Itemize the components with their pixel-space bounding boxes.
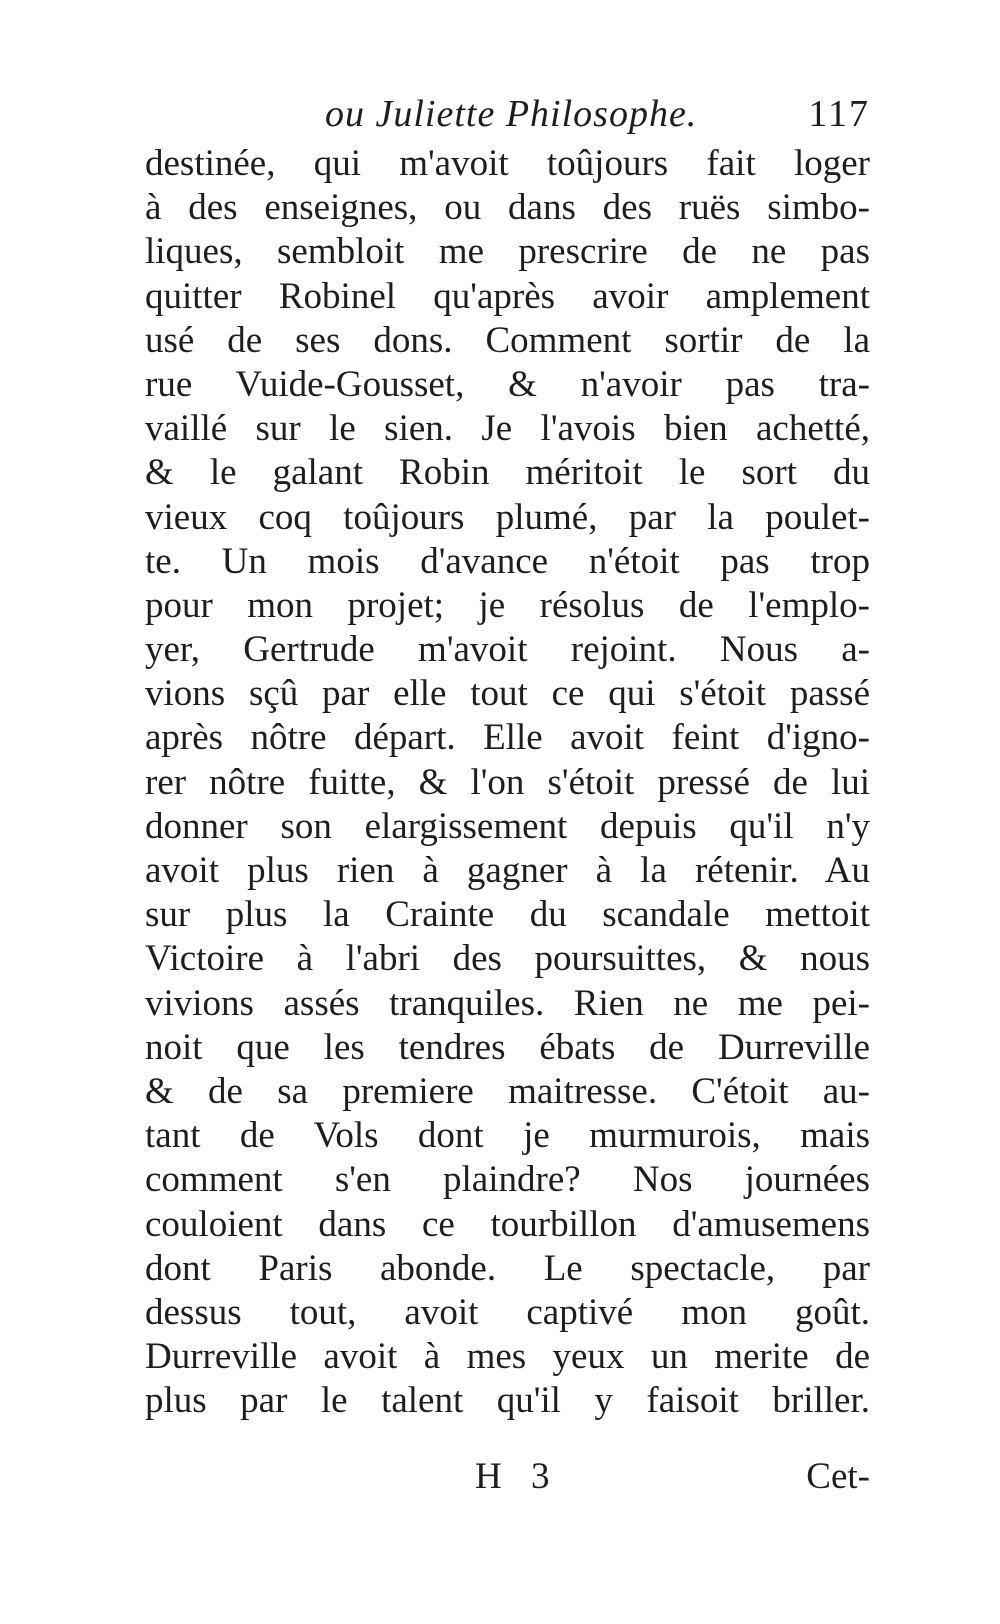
text-line: dessus tout, avoit captivé mon goût. (145, 1291, 870, 1333)
page-footer (145, 1455, 870, 1505)
text-line: vieux coq toûjours plumé, par la poulet- (145, 496, 870, 538)
catchword: Cet- (806, 1456, 870, 1497)
text-line: après nôtre départ. Elle avoit feint d'igno- (145, 717, 870, 759)
text-line: destinée, qui m'avoit toûjours fait loger (145, 143, 870, 184)
text-line: & le galant Robin méritoit le sort du (145, 452, 870, 494)
text-line: rue Vuide-Gousset, & n'avoir pas tra- (145, 363, 870, 405)
text-line: noit que les tendres ébats de Durreville (145, 1026, 870, 1068)
text-line: Victoire à l'abri des poursuittes, & nous (145, 938, 870, 980)
text-line: quitter Robinel qu'après avoir amplement (145, 275, 870, 317)
page-number: 117 (808, 93, 870, 135)
text-line: yer, Gertrude m'avoit rejoint. Nous a- (145, 629, 870, 671)
text-line: comment s'en plaindre? Nos journées (145, 1159, 870, 1201)
text-line: Durreville avoit à mes yeux un merite de (145, 1336, 870, 1378)
text-line: avoit plus rien à gagner à la rétenir. Au (145, 850, 870, 891)
text-line: pour mon projet; je résolus de l'emplo- (145, 584, 870, 626)
text-line: te. Un mois d'avance n'étoit pas trop (145, 540, 870, 582)
text-line: rer nôtre fuitte, & l'on s'étoit pressé de lui (145, 761, 870, 803)
text-line: & de sa premiere maitresse. C'étoit au- (145, 1070, 870, 1112)
text-line: dont Paris abonde. Le spectacle, par (145, 1247, 870, 1289)
signature-mark: H 3 (475, 1456, 560, 1497)
text-line: usé de ses dons. Comment sortir de la (145, 319, 870, 361)
text-line: à des enseignes, ou dans des ruës simbo- (145, 187, 870, 229)
text-line: donner son elargissement depuis qu'il n'y (145, 805, 870, 847)
body-text (145, 142, 870, 1423)
text-line: plus par le talent qu'il y faisoit briller. (145, 1380, 870, 1422)
text-line: vions sçû par elle tout ce qui s'étoit passé (145, 673, 870, 715)
text-line: tant de Vols dont je murmurois, mais (145, 1115, 870, 1157)
text-line: liques, sembloit me prescrire de ne pas (145, 231, 870, 273)
text-line: vaillé sur le sien. Je l'avois bien achetté, (145, 408, 870, 450)
text-line: vivions assés tranquiles. Rien ne me pei- (145, 982, 870, 1024)
running-head (145, 92, 870, 142)
text-line: couloient dans ce tourbillon d'amusemens (145, 1203, 870, 1245)
text-line: sur plus la Crainte du scandale mettoit (145, 894, 870, 936)
running-title: ou Juliette Philosophe. (325, 93, 698, 135)
